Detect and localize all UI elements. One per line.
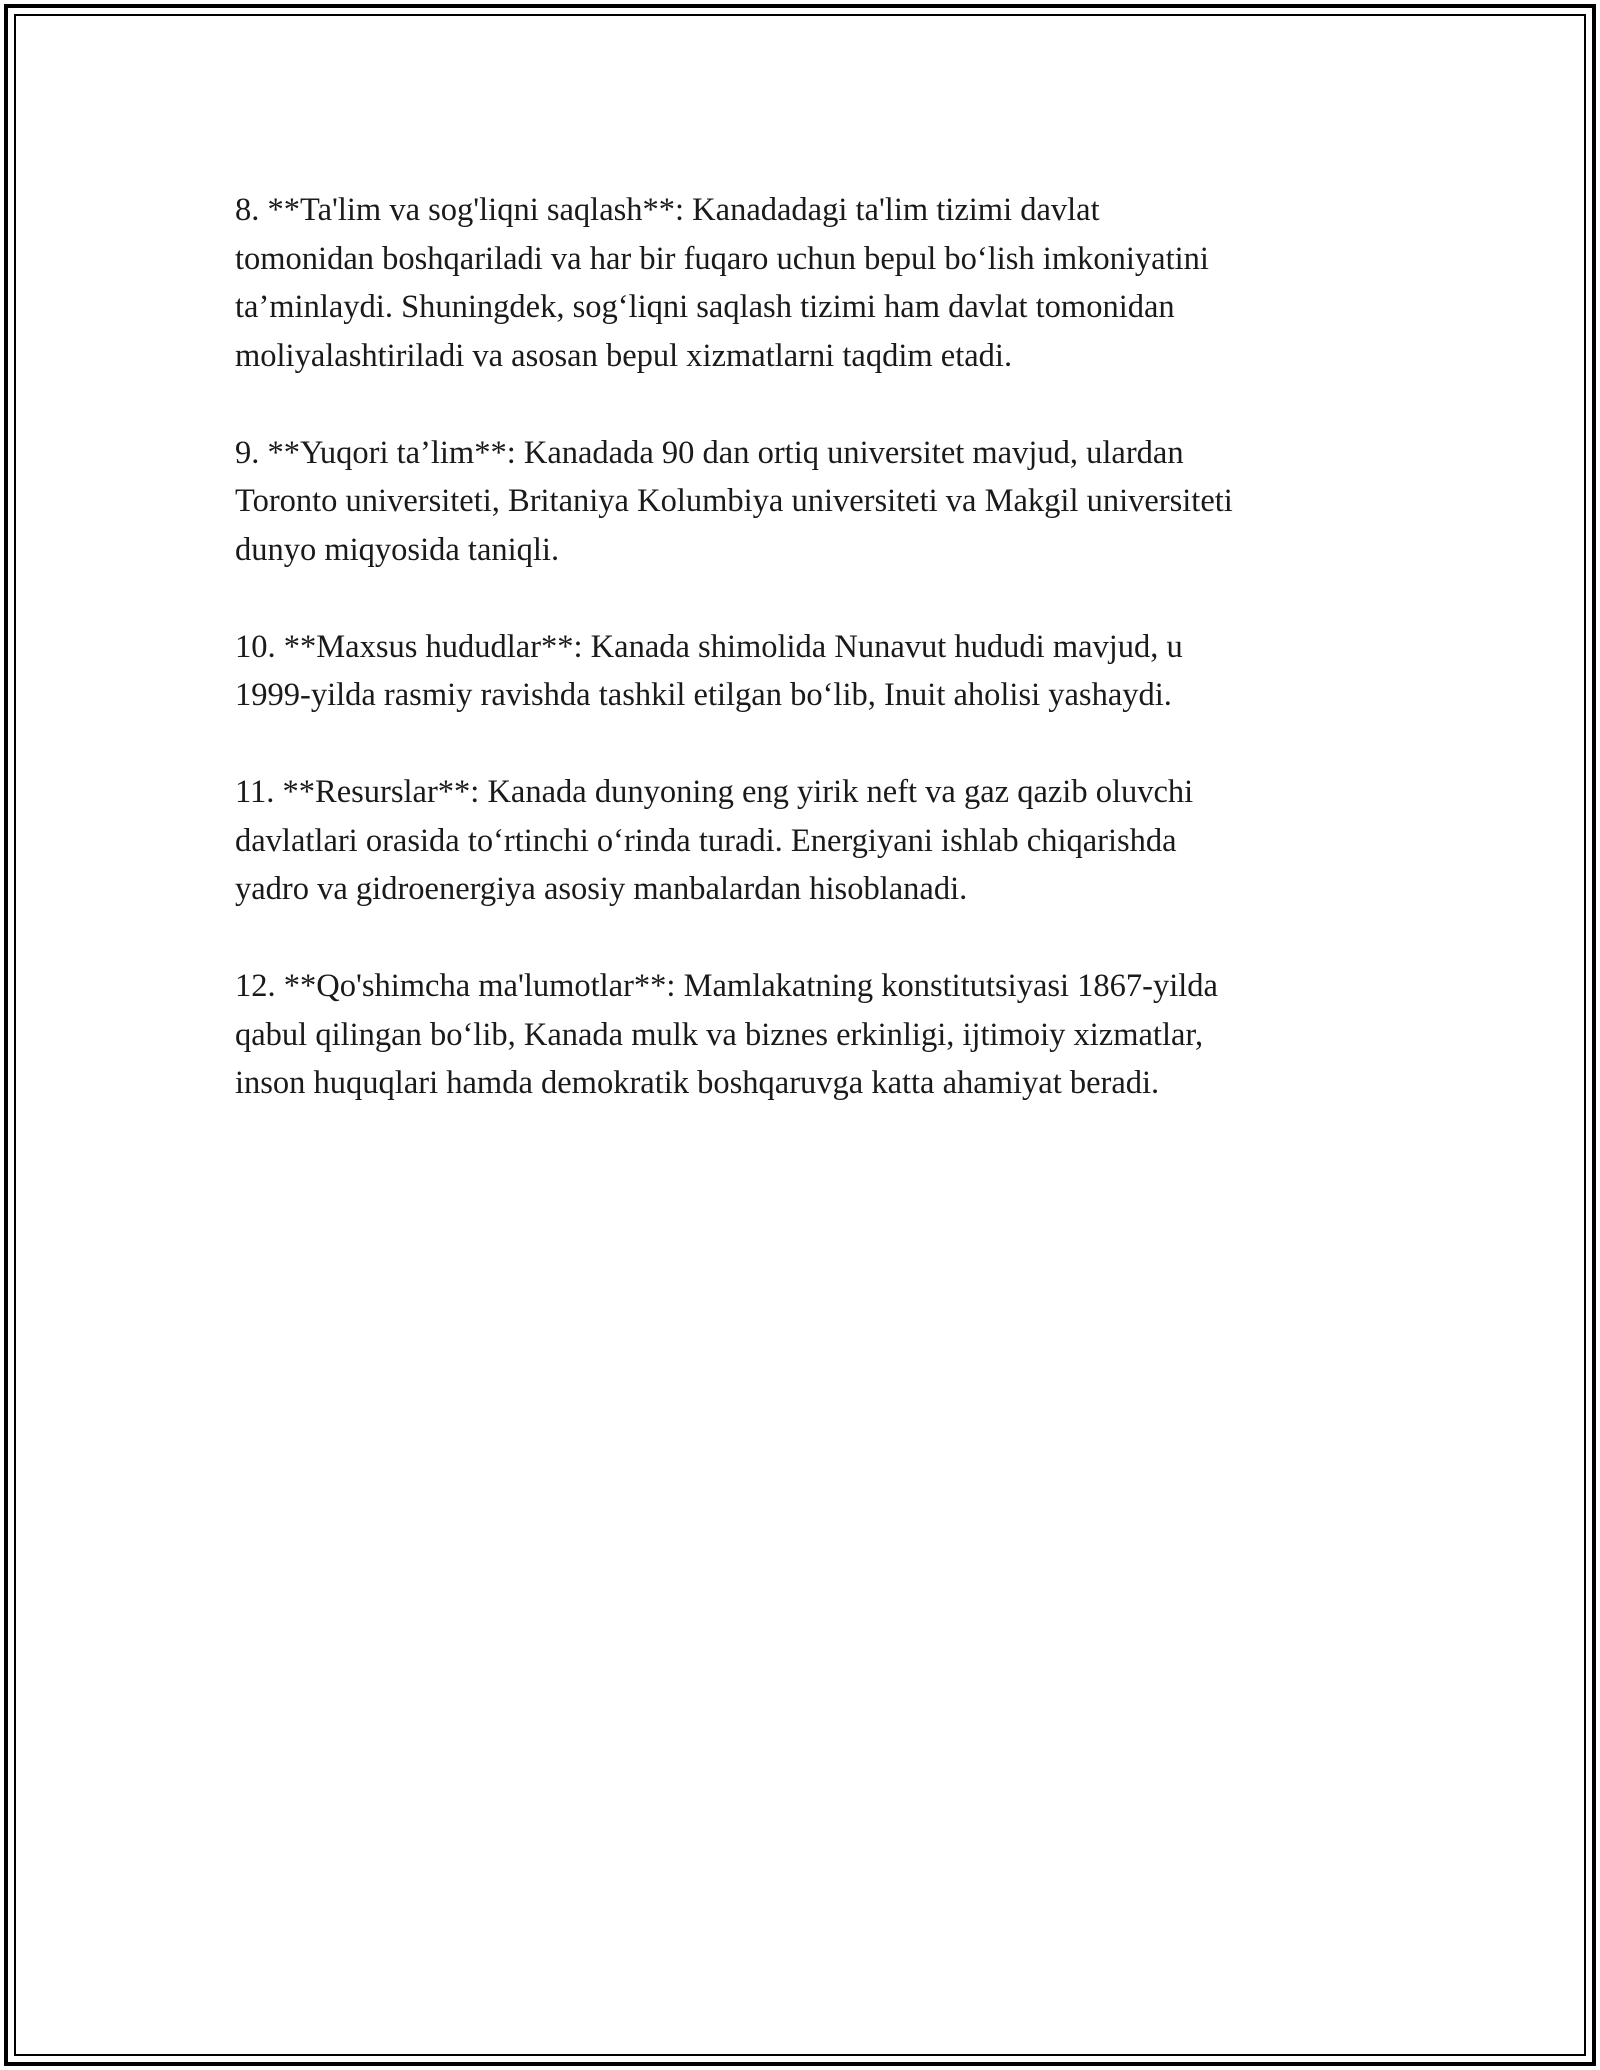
paragraph-12-additional-info: 12. **Qo'shimcha ma'lumotlar**: Mamlakatning konstitutsiyasi 1867-yilda qabul qilingan bo‘lib, Kanada mulk va biznes erkinligi, ijtimoiy xizmatlar, inson huquqlari hamda demokratik boshqaruvga katta ahamiyat beradi.: [235, 968, 1218, 1101]
document-body: [235, 186, 1375, 1156]
paragraph-11-resources: 11. **Resurslar**: Kanada dunyoning eng yirik neft va gaz qazib oluvchi davlatlari orasida to‘rtinchi o‘rinda turadi. Energiyani ishlab chiqarishda yadro va gidroenergiya asosiy manbalardan hisoblanadi.: [235, 774, 1194, 907]
paragraph-10-special-territories: 10. **Maxsus hududlar**: Kanada shimolida Nunavut hududi mavjud, u 1999-yilda rasmiy ravishda tashkil etilgan bo‘lib, Inuit aholisi yashaydi.: [235, 628, 1183, 713]
paragraph-9-higher-education: 9. **Yuqori ta’lim**: Kanadada 90 dan ortiq universitet mavjud, ulardan Toronto universiteti, Britaniya Kolumbiya universiteti va Makgil universiteti dunyo miqyosida taniqli.: [235, 434, 1233, 568]
paragraph-8-education-health: 8. **Ta'lim va sog'liqni saqlash**: Kanadadagi ta'lim tizimi davlat tomonidan boshqariladi va har bir fuqaro uchun bepul bo‘lish imkoniyatini ta’minlaydi. Shuningdek, sog‘liqni saqlash tizimi ham davlat tomonidan moliyalashtiriladi va asosan bepul xizmatlarni taqdim etadi.: [235, 192, 1209, 374]
